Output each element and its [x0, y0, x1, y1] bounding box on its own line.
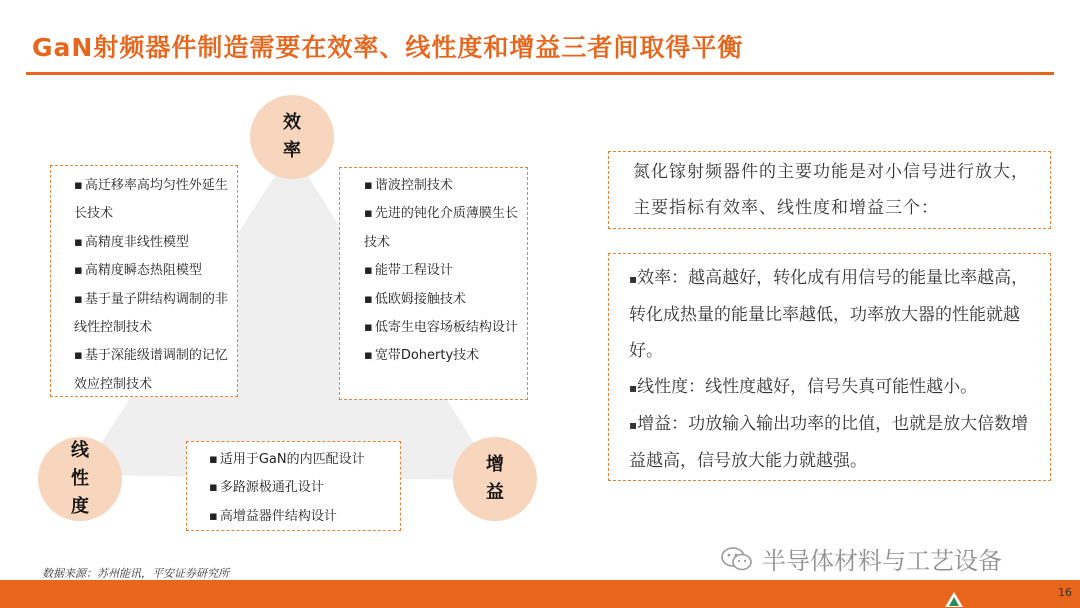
metric-gain: ▪增益：功放输入输出功率的比值，也就是放大倍数增益越高，信号放大能力就越强。 — [629, 414, 1029, 471]
node-efficiency — [250, 95, 334, 179]
page-title: GaN射频器件制造需要在效率、线性度和增益三者间取得平衡 — [32, 33, 744, 62]
metrics-box — [608, 253, 1051, 481]
node-gain — [453, 437, 537, 521]
data-source: 数据来源：苏州能讯，平安证券研究所 — [42, 567, 229, 580]
list-item: ▪ 低寄生电容场板结构设计 — [364, 314, 519, 342]
watermark-text: 半导体材料与工艺设备 — [762, 547, 1002, 575]
metric-linearity: ▪线性度：线性度越好，信号失真可能性越小。 — [629, 377, 978, 397]
metric-gain-text: 增益：功放输入输出功率的比值，也就是放大倍数增益越高，信号放大能力就越强。 — [629, 414, 1029, 471]
list-item: ▪ 宽带Doherty技术 — [364, 342, 519, 370]
list-item: ▪ 能带工程设计 — [364, 257, 519, 285]
bottom-technique-box — [186, 441, 401, 531]
footer-bar — [0, 580, 1080, 608]
metric-linearity-text: 线性度：线性度越好，信号失真可能性越小。 — [637, 377, 978, 397]
list-item: ▪ 适用于GaN的内匹配设计 — [209, 446, 392, 474]
watermark — [720, 541, 1002, 576]
page-number: 16 — [1058, 586, 1072, 599]
right-technique-box — [339, 167, 528, 400]
list-item: ▪ 高增益器件结构设计 — [209, 503, 392, 531]
list-item: ▪ 谐波控制技术 — [364, 172, 519, 200]
intro-text: 氮化镓射频器件的主要功能是对小信号进行放大，主要指标有效率、线性度和增益三个： — [633, 162, 1029, 218]
list-item: ▪ 高精度非线性模型 — [74, 229, 229, 257]
metric-efficiency: ▪效率：越高越好，转化成有用信号的能量比率越高，转化成热量的能量比率越低，功率放大器的性能就越好。 — [629, 268, 1029, 361]
list-item: ▪ 高精度瞬态热阻模型 — [74, 257, 229, 285]
brand-logo-icon — [944, 591, 964, 608]
node-gain-label: 增益 — [486, 454, 504, 503]
node-linearity-label: 线性度 — [71, 440, 89, 517]
list-item: ▪ 高迁移率高均匀性外延生长技术 — [74, 172, 229, 229]
list-item: ▪ 多路源极通孔设计 — [209, 474, 392, 502]
intro-box — [608, 151, 1051, 229]
list-item: ▪ 先进的钝化介质薄膜生长技术 — [364, 200, 519, 257]
node-linearity — [38, 437, 122, 521]
list-item: ▪ 基于深能级谱调制的记忆效应控制技术 — [74, 342, 229, 399]
list-item: ▪ 基于量子阱结构调制的非线性控制技术 — [74, 286, 229, 343]
left-technique-box — [50, 165, 238, 397]
list-item: ▪ 低欧姆接触技术 — [364, 286, 519, 314]
node-efficiency-label: 效率 — [283, 112, 301, 161]
metric-efficiency-text: 效率：越高越好，转化成有用信号的能量比率越高，转化成热量的能量比率越低，功率放大器的性能就越好。 — [629, 268, 1029, 361]
wechat-icon — [720, 545, 754, 573]
